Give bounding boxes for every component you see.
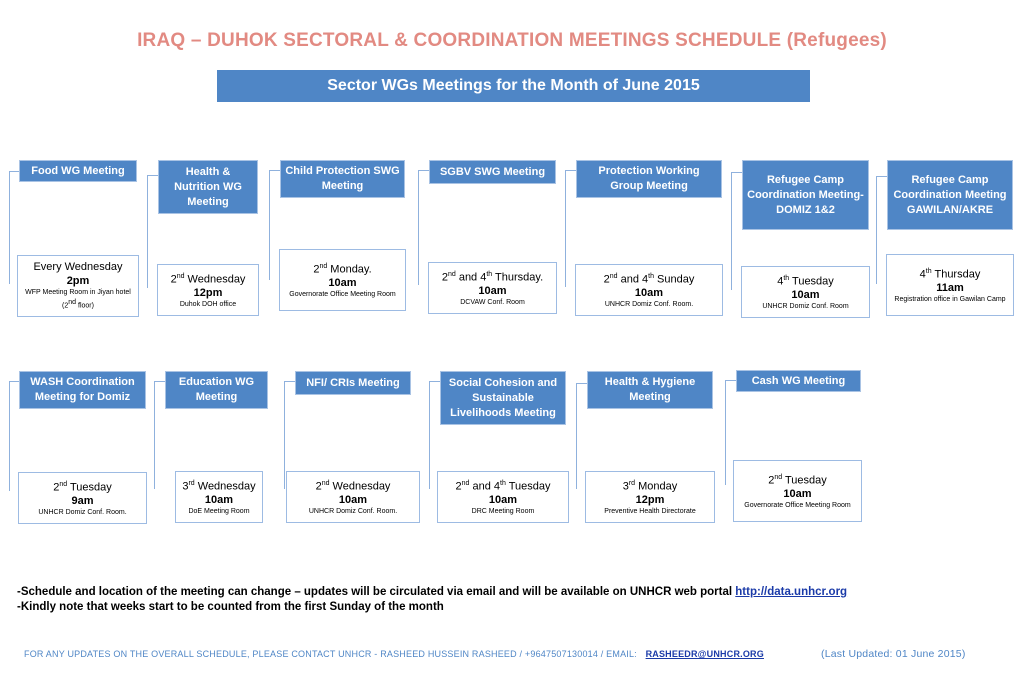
last-updated: (Last Updated: 01 June 2015) (821, 648, 966, 660)
meeting-details: 4th Tuesday 10am UNHCR Domiz Conf. Room (741, 266, 870, 318)
data-portal-link[interactable]: http://data.unhcr.org (735, 586, 848, 598)
meeting-details: 2nd and 4th Sunday 10am UNHCR Domiz Conf. Room. (575, 264, 723, 316)
meeting-details: 4th Thursday 11am Registration office in Gawilan Camp (886, 254, 1014, 316)
meeting-header: Education WG Meeting (165, 371, 268, 409)
meeting-details: 2nd and 4th Thursday. 10am DCVAW Conf. Room (428, 262, 557, 314)
meeting-header: WASH Coordination Meeting for Domiz (19, 371, 146, 409)
meeting-header: NFI/ CRIs Meeting (295, 371, 411, 395)
meeting-header: Health & Hygiene Meeting (587, 371, 713, 409)
contact-email-link[interactable]: RASHEEDR@UNHCR.ORG (645, 649, 764, 659)
page-subtitle: Sector WGs Meetings for the Month of June 2015 (217, 70, 810, 102)
meeting-details: 3rd Wednesday 10am DoE Meeting Room (175, 471, 263, 523)
note-schedule-change: -Schedule and location of the meeting can change – updates will be circulated via email and will be available on UNHCR web portal http://data.unhcr.org (17, 586, 848, 598)
meeting-header: Refugee Camp Coordination Meeting- DOMIZ 1&2 (742, 160, 869, 230)
meeting-header: Protection Working Group Meeting (576, 160, 722, 198)
meeting-details: Every Wednesday 2pm WFP Meeting Room in Jiyan hotel (2nd floor) (17, 255, 139, 317)
page-title: IRAQ – DUHOK SECTORAL & COORDINATION MEETINGS SCHEDULE (Refugees) (137, 30, 887, 51)
meeting-details: 2nd Wednesday 10am UNHCR Domiz Conf. Room. (286, 471, 420, 523)
meeting-details: 3rd Monday 12pm Preventive Health Directorate (585, 471, 715, 523)
meeting-details: 2nd Wednesday 12pm Duhok DOH office (157, 264, 259, 316)
meeting-header: Food WG Meeting (19, 160, 137, 182)
meeting-header: Social Cohesion and Sustainable Livelihoods Meeting (440, 371, 566, 425)
notes-block (17, 585, 1007, 615)
meeting-details: 2nd Tuesday 10am Governorate Office Meeting Room (733, 460, 862, 522)
meeting-details: 2nd Monday. 10am Governorate Office Meeting Room (279, 249, 406, 311)
connector-line (154, 381, 165, 489)
meeting-header: Refugee Camp Coordination Meeting GAWILAN/AKRE (887, 160, 1013, 230)
meeting-details: 2nd and 4th Tuesday 10am DRC Meeting Room (437, 471, 569, 523)
meeting-header: Cash WG Meeting (736, 370, 861, 392)
meeting-details: 2nd Tuesday 9am UNHCR Domiz Conf. Room. (18, 472, 147, 524)
note-week-count: -Kindly note that weeks start to be counted from the first Sunday of the month (17, 601, 444, 613)
footer-contact: FOR ANY UPDATES ON THE OVERALL SCHEDULE, PLEASE CONTACT UNHCR - RASHEED HUSSEIN RASHEED / +9647507130014 / EMAIL: (24, 649, 637, 659)
meeting-header: Health & Nutrition WG Meeting (158, 160, 258, 214)
footer (24, 649, 1014, 659)
meeting-header: SGBV SWG Meeting (429, 160, 556, 184)
meeting-header: Child Protection SWG Meeting (280, 160, 405, 198)
